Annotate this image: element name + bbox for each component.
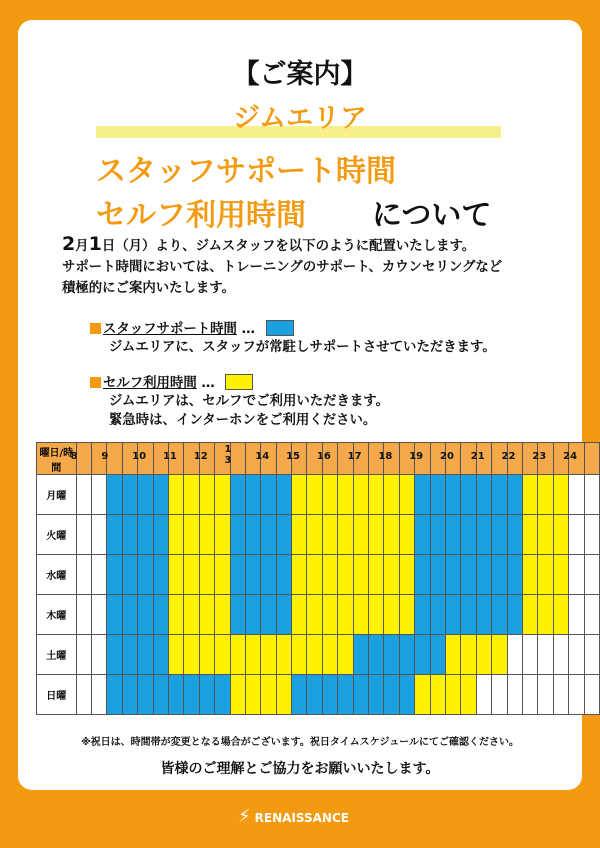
legend-self-label: セルフ利用時間 <box>103 376 197 391</box>
legend-self-dots: … <box>201 376 215 391</box>
schedule-hour-cell <box>255 443 276 475</box>
schedule-slot <box>492 515 507 555</box>
schedule-slot <box>199 595 214 635</box>
schedule-hour-label: 10 <box>132 451 147 462</box>
schedule-slot <box>230 595 245 635</box>
schedule-slot <box>261 515 276 555</box>
schedule-slot <box>261 635 276 675</box>
schedule-slot <box>553 635 568 675</box>
schedule-slot <box>538 515 553 555</box>
schedule-slot <box>369 675 384 715</box>
schedule-slot <box>507 475 522 515</box>
schedule-slot <box>276 515 291 555</box>
schedule-hour-label: 1 3 <box>224 444 232 466</box>
schedule-hour-cell <box>409 443 430 475</box>
schedule-slot <box>507 515 522 555</box>
schedule-hour-label: 21 <box>470 451 485 462</box>
schedule-slot <box>430 595 445 635</box>
schedule-slot <box>384 555 399 595</box>
schedule-day-label: 日曜 <box>37 675 77 715</box>
schedule-slot <box>138 675 153 715</box>
schedule-slot <box>492 635 507 675</box>
schedule-slot <box>122 595 137 635</box>
schedule-slot <box>245 515 260 555</box>
legend-staff-desc: ジムエリアに、スタッフが常駐しサポートさせていただきます。 <box>109 340 496 355</box>
schedule-slot <box>153 555 168 595</box>
schedule-day-label: 水曜 <box>37 555 77 595</box>
schedule-day-label: 月曜 <box>37 475 77 515</box>
schedule-slot <box>245 675 260 715</box>
schedule-slot <box>430 555 445 595</box>
schedule-slot <box>399 555 414 595</box>
schedule-slot <box>307 555 322 595</box>
schedule-slot <box>445 675 460 715</box>
schedule-slot <box>92 475 107 515</box>
schedule-slot <box>107 595 122 635</box>
schedule-hour-label: 19 <box>409 451 424 462</box>
schedule-slot <box>430 635 445 675</box>
schedule-slot <box>92 675 107 715</box>
schedule-slot <box>199 675 214 715</box>
schedule-slot <box>584 595 600 635</box>
legend-self-desc-1: ジムエリアは、セルフでご利用いただきます。 <box>109 394 389 409</box>
schedule-slot <box>522 475 537 515</box>
schedule-slot <box>215 515 230 555</box>
schedule-slot <box>507 555 522 595</box>
schedule-slot <box>292 635 307 675</box>
schedule-slot <box>184 595 199 635</box>
intro-day-unit: 日（月） <box>101 239 156 254</box>
schedule-slot <box>415 515 430 555</box>
schedule-slot <box>92 555 107 595</box>
schedule-slot <box>230 515 245 555</box>
schedule-slot <box>230 675 245 715</box>
schedule-slot <box>92 515 107 555</box>
schedule-slot <box>353 475 368 515</box>
schedule-slot <box>584 475 600 515</box>
schedule-slot <box>384 515 399 555</box>
schedule-slot <box>461 675 476 715</box>
schedule-slot <box>584 635 600 675</box>
intro-month-unit: 月 <box>75 239 89 254</box>
schedule-slot <box>168 675 183 715</box>
schedule-slot <box>507 635 522 675</box>
schedule-slot <box>353 555 368 595</box>
schedule-slot <box>168 515 183 555</box>
schedule-slot <box>168 595 183 635</box>
schedule-slot <box>353 515 368 555</box>
schedule-slot <box>92 635 107 675</box>
schedule-slot <box>184 675 199 715</box>
schedule-slot <box>107 515 122 555</box>
schedule-slot <box>322 635 337 675</box>
schedule-slot <box>399 675 414 715</box>
schedule-slot <box>230 555 245 595</box>
legend-staff-label: スタッフサポート時間 <box>103 322 237 337</box>
schedule-hour-cell <box>224 443 245 475</box>
schedule-slot <box>76 475 91 515</box>
schedule-slot <box>322 515 337 555</box>
schedule-slot <box>168 475 183 515</box>
schedule-slot <box>445 475 460 515</box>
schedule-slot <box>122 675 137 715</box>
schedule-slot <box>76 555 91 595</box>
schedule-hour-cell <box>439 443 460 475</box>
schedule-table <box>36 442 600 715</box>
schedule-slot <box>184 635 199 675</box>
schedule-slot <box>153 475 168 515</box>
schedule-slot <box>369 635 384 675</box>
schedule-slot <box>138 635 153 675</box>
schedule-slot <box>122 555 137 595</box>
schedule-slot <box>153 595 168 635</box>
schedule-slot <box>307 475 322 515</box>
schedule-slot <box>369 475 384 515</box>
staff-color-swatch <box>266 320 294 336</box>
legend-staff <box>90 318 294 337</box>
schedule-slot <box>215 475 230 515</box>
schedule-day-row <box>37 475 600 515</box>
schedule-day-row <box>37 515 600 555</box>
intro-text <box>62 234 502 299</box>
schedule-slot <box>415 595 430 635</box>
schedule-slot <box>168 635 183 675</box>
area-heading: ジムエリア <box>233 103 367 134</box>
schedule-slot <box>445 595 460 635</box>
schedule-hour-cell <box>347 443 368 475</box>
schedule-slot <box>245 555 260 595</box>
schedule-slot <box>122 515 137 555</box>
schedule-slot <box>261 475 276 515</box>
schedule-slot <box>538 555 553 595</box>
schedule-day-row <box>37 635 600 675</box>
schedule-slot <box>292 475 307 515</box>
schedule-hour-label: 16 <box>316 451 331 462</box>
schedule-slot <box>461 555 476 595</box>
schedule-hour-label: 18 <box>378 451 393 462</box>
schedule-slot <box>461 595 476 635</box>
schedule-slot <box>569 675 584 715</box>
schedule-slot <box>153 515 168 555</box>
schedule-slot <box>230 475 245 515</box>
schedule-slot <box>168 555 183 595</box>
schedule-slot <box>215 635 230 675</box>
schedule-slot <box>353 595 368 635</box>
schedule-slot <box>522 675 537 715</box>
schedule-slot <box>522 595 537 635</box>
schedule-slot <box>399 475 414 515</box>
schedule-hour-label: 17 <box>347 451 362 462</box>
schedule-hour-label: 15 <box>286 451 300 462</box>
schedule-slot <box>415 635 430 675</box>
schedule-slot <box>261 675 276 715</box>
intro-line3: 積極的にご案内いたします。 <box>62 281 236 296</box>
renaissance-logo-icon: ⚡ <box>238 806 251 827</box>
schedule-hour-cell <box>162 443 183 475</box>
schedule-slot <box>107 475 122 515</box>
schedule-slot <box>569 475 584 515</box>
notice-heading: 【ご案内】 <box>232 59 368 90</box>
schedule-slot <box>338 675 353 715</box>
schedule-slot <box>138 515 153 555</box>
schedule-slot <box>415 475 430 515</box>
schedule-day-label: 土曜 <box>37 635 77 675</box>
schedule-slot <box>138 475 153 515</box>
schedule-slot <box>215 595 230 635</box>
schedule-slot <box>322 675 337 715</box>
schedule-slot <box>245 475 260 515</box>
schedule-slot <box>307 675 322 715</box>
schedule-slot <box>276 555 291 595</box>
schedule-slot <box>445 515 460 555</box>
schedule-slot <box>369 515 384 555</box>
schedule-slot <box>492 555 507 595</box>
schedule-slot <box>76 595 91 635</box>
schedule-slot <box>476 635 491 675</box>
schedule-slot <box>445 555 460 595</box>
schedule-slot <box>138 595 153 635</box>
closing-message: 皆様のご理解とご協力をお願いいたします。 <box>160 761 440 777</box>
schedule-slot <box>338 555 353 595</box>
schedule-hour-cell <box>501 443 522 475</box>
schedule-slot <box>215 675 230 715</box>
schedule-slot <box>276 635 291 675</box>
schedule-slot <box>353 635 368 675</box>
schedule-slot <box>461 475 476 515</box>
schedule-slot <box>476 555 491 595</box>
schedule-slot <box>307 595 322 635</box>
schedule-hour-cell <box>70 443 91 475</box>
schedule-slot <box>153 675 168 715</box>
schedule-slot <box>522 555 537 595</box>
schedule-slot <box>538 675 553 715</box>
schedule-slot <box>384 595 399 635</box>
schedule-slot <box>399 595 414 635</box>
schedule-hour-label: 11 <box>162 451 177 462</box>
schedule-slot <box>415 675 430 715</box>
schedule-slot <box>92 595 107 635</box>
schedule-slot <box>292 555 307 595</box>
schedule-slot <box>492 675 507 715</box>
schedule-slot <box>261 555 276 595</box>
schedule-slot <box>553 555 568 595</box>
schedule-slot <box>569 555 584 595</box>
holiday-note: ※祝日は、時間帯が変更となる場合がございます。祝日タイムスケジュールにてご確認ください。 <box>80 737 520 748</box>
schedule-slot <box>107 675 122 715</box>
schedule-slot <box>569 635 584 675</box>
schedule-slot <box>245 595 260 635</box>
square-bullet-icon <box>90 377 101 388</box>
schedule-slot <box>538 635 553 675</box>
schedule-corner-label: 曜日/時間 <box>37 443 77 475</box>
schedule-slot <box>307 515 322 555</box>
schedule-hour-cell <box>584 443 600 475</box>
schedule-slot <box>430 475 445 515</box>
schedule-slot <box>553 595 568 635</box>
schedule-slot <box>553 675 568 715</box>
schedule-slot <box>122 635 137 675</box>
schedule-hour-label: 22 <box>501 451 516 462</box>
schedule-slot <box>292 675 307 715</box>
schedule-slot <box>322 475 337 515</box>
schedule-slot <box>276 675 291 715</box>
schedule-slot <box>76 675 91 715</box>
schedule-hour-cell <box>316 443 337 475</box>
schedule-slot <box>384 475 399 515</box>
intro-day: 1 <box>88 233 102 255</box>
schedule-slot <box>569 595 584 635</box>
schedule-hour-cell <box>132 443 153 475</box>
schedule-hour-label: 9 <box>101 451 109 462</box>
schedule-slot <box>199 635 214 675</box>
schedule-slot <box>492 595 507 635</box>
schedule-slot <box>445 635 460 675</box>
schedule-hour-cell <box>286 443 307 475</box>
schedule-slot <box>399 635 414 675</box>
schedule-slot <box>199 515 214 555</box>
schedule-slot <box>384 635 399 675</box>
schedule-slot <box>522 635 537 675</box>
schedule-slot <box>276 595 291 635</box>
schedule-slot <box>492 475 507 515</box>
schedule-hour-cell <box>532 443 553 475</box>
schedule-day-row <box>37 595 600 635</box>
schedule-slot <box>107 635 122 675</box>
schedule-slot <box>430 515 445 555</box>
schedule-hour-cell <box>193 443 214 475</box>
schedule-slot <box>338 635 353 675</box>
schedule-slot <box>476 515 491 555</box>
schedule-slot <box>507 675 522 715</box>
schedule-slot <box>584 675 600 715</box>
schedule-slot <box>461 515 476 555</box>
schedule-hour-label: 14 <box>255 451 270 462</box>
schedule-hour-label: 12 <box>193 451 208 462</box>
schedule-slot <box>584 555 600 595</box>
schedule-hour-cell <box>101 443 122 475</box>
schedule-slot <box>461 635 476 675</box>
schedule-slot <box>538 475 553 515</box>
schedule-hour-label: 8 <box>70 451 78 462</box>
schedule-slot <box>430 675 445 715</box>
title-staff-support: スタッフサポート時間 <box>96 154 396 189</box>
self-color-swatch <box>225 374 253 390</box>
schedule-slot <box>76 635 91 675</box>
schedule-slot <box>369 555 384 595</box>
schedule-slot <box>292 515 307 555</box>
schedule-slot <box>107 555 122 595</box>
schedule-slot <box>415 555 430 595</box>
schedule-slot <box>276 475 291 515</box>
schedule-slot <box>399 515 414 555</box>
schedule-slot <box>215 555 230 595</box>
schedule-slot <box>522 515 537 555</box>
schedule-day-row <box>37 675 600 715</box>
title-suffix: について <box>372 198 492 233</box>
schedule-day-label: 木曜 <box>37 595 77 635</box>
schedule-hour-cell <box>378 443 399 475</box>
schedule-slot <box>122 475 137 515</box>
intro-month: 2 <box>62 233 76 255</box>
schedule-slot <box>184 475 199 515</box>
schedule-day-row <box>37 555 600 595</box>
schedule-hour-label: 20 <box>439 451 454 462</box>
schedule-slot <box>507 595 522 635</box>
intro-line2: サポート時間においては、トレーニングのサポート、カウンセリングなど <box>62 260 503 275</box>
schedule-slot <box>153 635 168 675</box>
schedule-slot <box>76 515 91 555</box>
schedule-slot <box>230 635 245 675</box>
schedule-slot <box>476 475 491 515</box>
schedule-slot <box>307 635 322 675</box>
schedule-hour-cell <box>470 443 491 475</box>
schedule-slot <box>553 475 568 515</box>
schedule-slot <box>338 595 353 635</box>
schedule-hour-label: 24 <box>563 451 578 462</box>
schedule-slot <box>245 635 260 675</box>
schedule-slot <box>353 675 368 715</box>
schedule-slot <box>184 515 199 555</box>
schedule-hour-cell <box>563 443 584 475</box>
schedule-slot <box>322 555 337 595</box>
schedule-slot <box>553 515 568 555</box>
brand-logo <box>238 806 349 827</box>
schedule-hour-label: 23 <box>532 451 547 462</box>
schedule-slot <box>584 515 600 555</box>
legend-staff-dots: … <box>241 322 255 337</box>
schedule-slot <box>338 515 353 555</box>
intro-line1: より、ジムスタッフを以下のように配置いたします。 <box>155 239 476 254</box>
schedule-slot <box>138 555 153 595</box>
schedule-day-label: 火曜 <box>37 515 77 555</box>
schedule-slot <box>384 675 399 715</box>
legend-self-desc-2: 緊急時は、インターホンをご利用ください。 <box>109 413 377 428</box>
legend-self <box>90 372 253 391</box>
schedule-slot <box>338 475 353 515</box>
schedule-slot <box>569 515 584 555</box>
schedule-slot <box>292 595 307 635</box>
title-self-use: セルフ利用時間 <box>96 198 306 233</box>
schedule-slot <box>476 595 491 635</box>
schedule-slot <box>184 555 199 595</box>
schedule-slot <box>261 595 276 635</box>
schedule-slot <box>476 675 491 715</box>
schedule-slot <box>538 595 553 635</box>
schedule-slot <box>199 475 214 515</box>
schedule-slot <box>369 595 384 635</box>
schedule-slot <box>322 595 337 635</box>
schedule-slot <box>199 555 214 595</box>
square-bullet-icon <box>90 323 101 334</box>
brand-name: RENAISSANCE <box>254 811 349 825</box>
